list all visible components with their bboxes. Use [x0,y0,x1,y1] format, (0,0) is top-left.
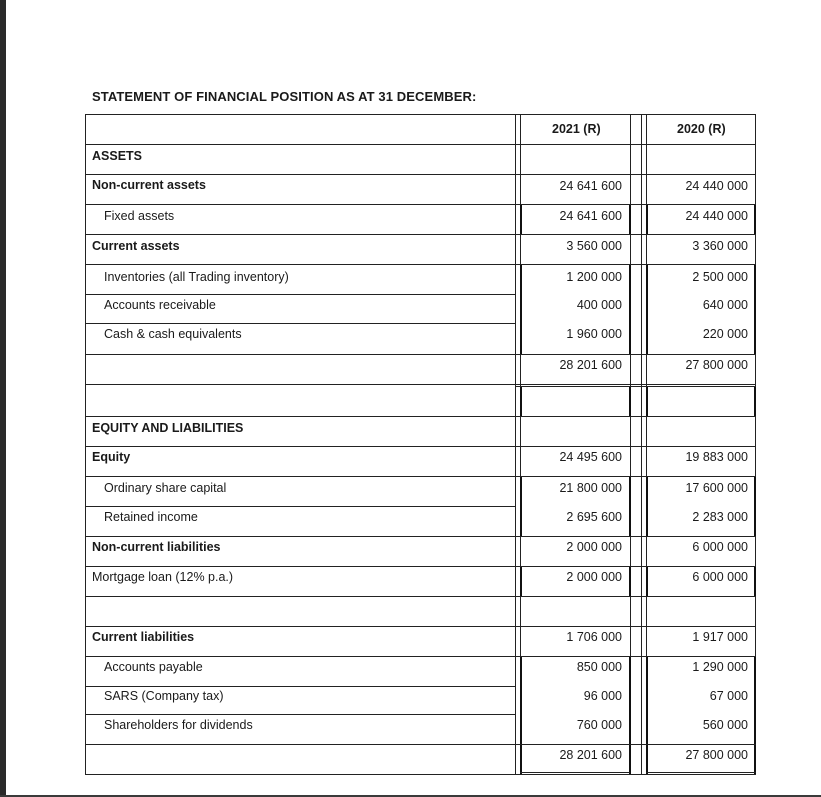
value-2020: 17 600 000 [685,481,748,495]
value-2020: 24 440 000 [685,209,748,223]
table-bottom-border [85,774,756,775]
row-label: Fixed assets [104,209,175,223]
value-2020: 560 000 [702,718,748,732]
col-separator [641,114,642,775]
value-2021: 3 560 000 [566,239,622,253]
total-equity-liabilities-2020: 27 800 000 [685,748,748,762]
value-2021: 24 641 600 [559,209,622,223]
value-2020: 2 500 000 [692,270,748,284]
value-2020: 19 883 000 [685,450,748,464]
value-2020: 24 440 000 [685,179,748,193]
row-label: Current assets [92,239,180,253]
value-2021: 1 706 000 [566,630,622,644]
value-2021: 2 695 600 [566,510,622,524]
column-header-2021: 2021 (R) [552,122,601,136]
value-2021: 850 000 [576,660,622,674]
value-2021: 760 000 [576,718,622,732]
value-2021: 21 800 000 [559,481,622,495]
row-label: Accounts receivable [104,298,216,312]
statement-title: STATEMENT OF FINANCIAL POSITION AS AT 31 DECEMBER: [92,89,477,104]
value-2020: 3 360 000 [692,239,748,253]
value-2020: 67 000 [709,689,748,703]
value-2021: 2 000 000 [566,570,622,584]
table-left-border [85,114,86,775]
table-top-border [85,114,756,115]
row-label: Inventories (all Trading inventory) [104,270,289,284]
row-label: Cash & cash equivalents [104,327,242,341]
row-label: Retained income [104,510,198,524]
value-2020: 1 290 000 [692,660,748,674]
column-header-2020: 2020 (R) [677,122,726,136]
value-2020: 640 000 [702,298,748,312]
value-2021: 96 000 [583,689,622,703]
value-2020: 220 000 [702,327,748,341]
row-label: SARS (Company tax) [104,689,224,703]
row-label: Mortgage loan (12% p.a.) [92,570,234,584]
section-heading-assets: ASSETS [92,149,143,163]
value-2020: 1 917 000 [692,630,748,644]
total-assets-2021: 28 201 600 [559,358,622,372]
value-2021: 1 200 000 [566,270,622,284]
row-label: Current liabilities [92,630,195,644]
value-2021: 2 000 000 [566,540,622,554]
row-label: Equity [92,450,131,464]
total-assets-2020: 27 800 000 [685,358,748,372]
row-label: Accounts payable [104,660,203,674]
row-label: Ordinary share capital [104,481,227,495]
value-2021: 1 960 000 [566,327,622,341]
col-separator [515,114,516,775]
value-2021: 24 495 600 [559,450,622,464]
total-equity-liabilities-2021: 28 201 600 [559,748,622,762]
row-label: Shareholders for dividends [104,718,253,732]
value-2020: 6 000 000 [692,540,748,554]
value-2020: 6 000 000 [692,570,748,584]
row-label: Non-current assets [92,178,206,192]
value-2021: 400 000 [576,298,622,312]
row-label: Non-current liabilities [92,540,221,554]
value-2020: 2 283 000 [692,510,748,524]
section-heading-equity-liabilities: EQUITY AND LIABILITIES [92,421,244,435]
value-2021: 24 641 600 [559,179,622,193]
